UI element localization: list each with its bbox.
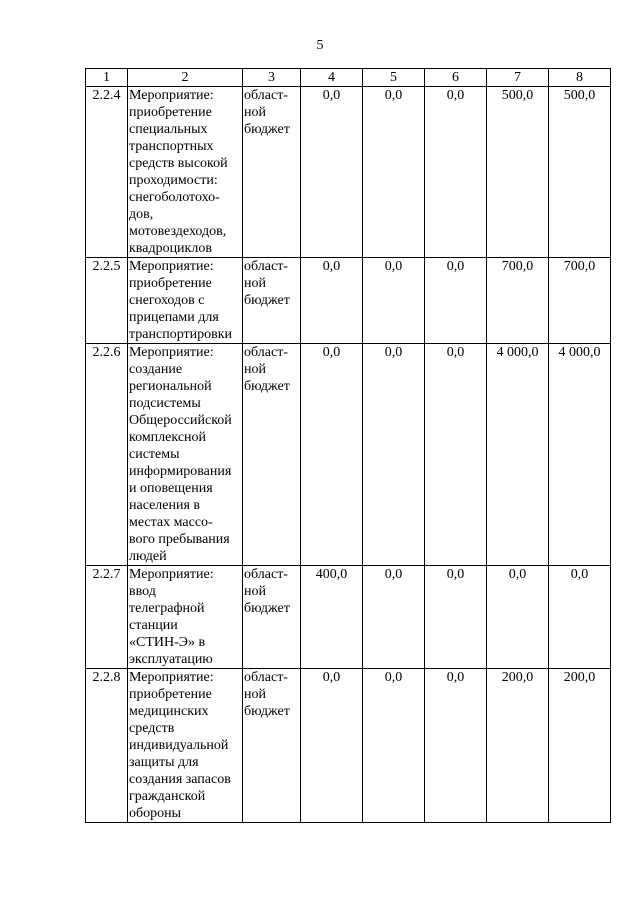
- funding-source: област- ной бюджет: [243, 87, 301, 258]
- value-col-8: 4 000,0: [549, 344, 611, 566]
- header-cell-5: 5: [363, 69, 425, 87]
- value-col-5: 0,0: [363, 87, 425, 258]
- header-cell-2: 2: [128, 69, 243, 87]
- item-number: 2.2.4: [86, 87, 128, 258]
- value-col-8: 0,0: [549, 566, 611, 669]
- table-row: [86, 87, 611, 258]
- value-col-6: 0,0: [425, 87, 487, 258]
- item-number: 2.2.8: [86, 669, 128, 823]
- table-row: [86, 344, 611, 566]
- funding-source: област- ной бюджет: [243, 669, 301, 823]
- item-name: Мероприятие: приобретение медицинских средств индивидуальной защиты для создания запасов гражданской обороны: [128, 669, 243, 823]
- value-col-4: 0,0: [301, 258, 363, 344]
- value-col-7: 500,0: [487, 87, 549, 258]
- value-col-8: 700,0: [549, 258, 611, 344]
- funding-source: област- ной бюджет: [243, 258, 301, 344]
- item-number: 2.2.6: [86, 344, 128, 566]
- value-col-7: 4 000,0: [487, 344, 549, 566]
- header-cell-7: 7: [487, 69, 549, 87]
- table-row: [86, 258, 611, 344]
- header-cell-8: 8: [549, 69, 611, 87]
- value-col-7: 0,0: [487, 566, 549, 669]
- header-cell-1: 1: [86, 69, 128, 87]
- table-row: [86, 566, 611, 669]
- item-number: 2.2.7: [86, 566, 128, 669]
- value-col-6: 0,0: [425, 669, 487, 823]
- funding-source: област- ной бюджет: [243, 344, 301, 566]
- value-col-8: 200,0: [549, 669, 611, 823]
- funding-source: област- ной бюджет: [243, 566, 301, 669]
- value-col-5: 0,0: [363, 566, 425, 669]
- value-col-4: 400,0: [301, 566, 363, 669]
- header-row: [86, 69, 611, 87]
- value-col-7: 200,0: [487, 669, 549, 823]
- value-col-6: 0,0: [425, 344, 487, 566]
- item-name: Мероприятие: создание региональной подсистемы Общероссийской комплексной системы информирования и оповещения населения в местах массо- вого пребывания людей: [128, 344, 243, 566]
- header-cell-6: 6: [425, 69, 487, 87]
- value-col-4: 0,0: [301, 669, 363, 823]
- value-col-4: 0,0: [301, 344, 363, 566]
- value-col-5: 0,0: [363, 258, 425, 344]
- header-cell-4: 4: [301, 69, 363, 87]
- item-name: Мероприятие: приобретение специальных транспортных средств высокой проходимости: снегоболотохо- дов, мотовездеходов, квадроциклов: [128, 87, 243, 258]
- value-col-5: 0,0: [363, 344, 425, 566]
- item-name: Мероприятие: приобретение снегоходов с прицепами для транспортировки: [128, 258, 243, 344]
- item-number: 2.2.5: [86, 258, 128, 344]
- value-col-7: 700,0: [487, 258, 549, 344]
- table-row: [86, 669, 611, 823]
- value-col-6: 0,0: [425, 566, 487, 669]
- value-col-4: 0,0: [301, 87, 363, 258]
- page-number: 5: [316, 38, 324, 53]
- budget-table: [85, 68, 611, 823]
- header-cell-3: 3: [243, 69, 301, 87]
- value-col-8: 500,0: [549, 87, 611, 258]
- value-col-6: 0,0: [425, 258, 487, 344]
- value-col-5: 0,0: [363, 669, 425, 823]
- item-name: Мероприятие: ввод телеграфной станции «СТИН-Э» в эксплуатацию: [128, 566, 243, 669]
